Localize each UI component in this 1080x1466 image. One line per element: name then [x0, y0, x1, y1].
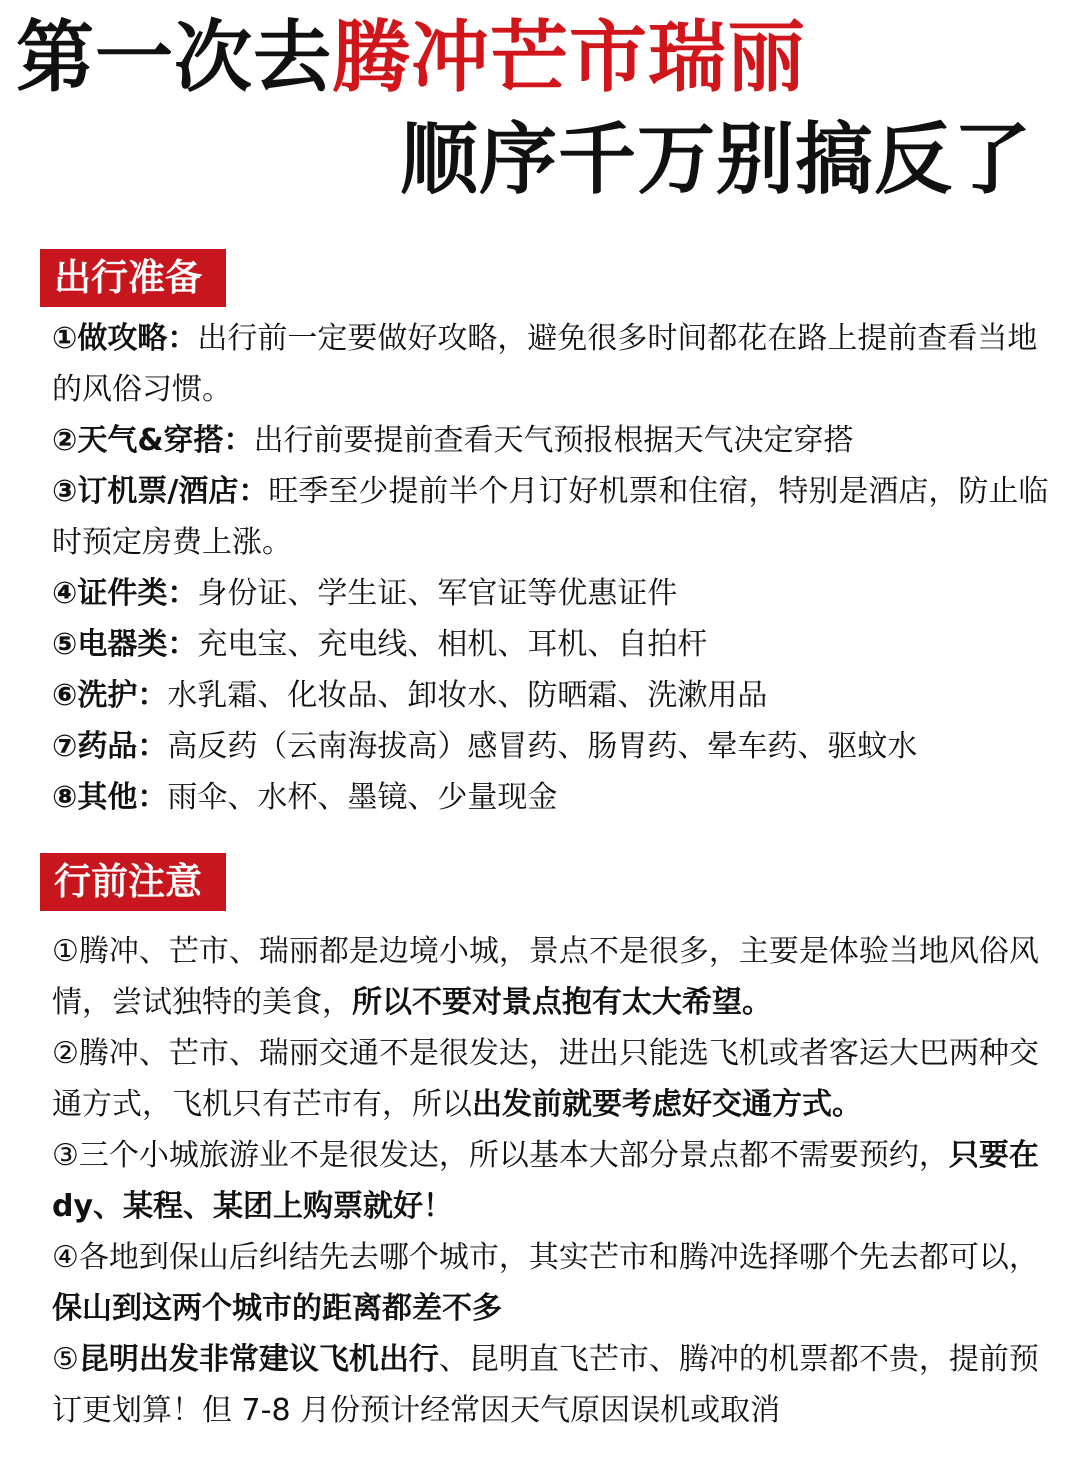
notes-list [52, 926, 1052, 1436]
list-item [52, 721, 1052, 772]
item-label: ⑧其他： [52, 780, 168, 815]
item-text: 水乳霜、化妆品、卸妆水、防晒霜、洗漱用品 [167, 678, 768, 713]
list-item [52, 1130, 1052, 1232]
list-item [52, 772, 1052, 823]
item-label: ③订机票/酒店： [52, 474, 269, 509]
item-label: ⑦药品： [52, 729, 168, 764]
item-emphasis: 保山到这两个城市的距离都差不多 [52, 1291, 502, 1326]
item-emphasis: 出发前就要考虑好交通方式。 [472, 1087, 862, 1122]
section-tag-preparation: 出行准备 [40, 249, 226, 307]
preparation-list [52, 313, 1052, 823]
item-text-after: 、昆明直飞芒市、腾冲的机票都不贵，提前预订更划算！但 7-8 月份预计经常因天气原因误机或取消 [52, 1342, 1039, 1428]
section-tag-notes: 行前注意 [40, 853, 226, 911]
list-item [52, 926, 1052, 1028]
item-text: ①腾冲、芒市、瑞丽都是边境小城，景点不是很多，主要是体验当地风俗风情，尝试独特的美食， [52, 934, 1039, 1020]
item-text: ⑤ [52, 1342, 79, 1377]
item-text: 旺季至少提前半个月订好机票和住宿，特别是酒店，防止临时预定房费上涨。 [52, 474, 1049, 560]
list-item [52, 1028, 1052, 1130]
list-item [52, 670, 1052, 721]
list-item [52, 1232, 1052, 1334]
item-text: ③三个小城旅游业不是很发达，所以基本大部分景点都不需要预约， [52, 1138, 949, 1173]
list-item [52, 313, 1052, 415]
item-text: 高反药（云南海拔高）感冒药、肠胃药、晕车药、驱蚊水 [167, 729, 918, 764]
list-item [52, 1334, 1052, 1436]
item-emphasis: 昆明出发非常建议飞机出行 [78, 1342, 439, 1377]
list-item [52, 619, 1052, 670]
list-item [52, 466, 1052, 568]
item-emphasis: 只要在 dy、某程、某团上购票就好！ [52, 1138, 1039, 1224]
title-black-text: 第一次去 [16, 13, 333, 103]
item-label: ④证件类： [52, 576, 198, 611]
item-text: 雨伞、水杯、墨镜、少量现金 [167, 780, 558, 815]
title-line-1 [16, 14, 806, 104]
item-text: 身份证、学生证、军官证等优惠证件 [197, 576, 678, 611]
item-emphasis: 所以不要对景点抱有太大希望。 [352, 985, 772, 1020]
item-label: ⑥洗护： [52, 678, 168, 713]
item-label: ②天气&穿搭： [52, 423, 254, 458]
item-text: ④各地到保山后纠结先去哪个城市，其实芒市和腾冲选择哪个先去都可以， [52, 1240, 1039, 1275]
item-text: 充电宝、充电线、相机、耳机、自拍杆 [197, 627, 708, 662]
list-item [52, 568, 1052, 619]
title-red-text: 腾冲芒市瑞丽 [332, 13, 807, 103]
item-text: ②腾冲、芒市、瑞丽交通不是很发达，进出只能选飞机或者客运大巴两种交通方式，飞机只有芒市有，所以 [52, 1036, 1039, 1122]
title-line-2: 顺序千万别搞反了 [400, 115, 1033, 205]
item-label: ①做攻略： [52, 321, 198, 356]
item-label: ⑤电器类： [52, 627, 198, 662]
list-item [52, 415, 1052, 466]
item-text: 出行前一定要做好攻略，避免很多时间都花在路上提前查看当地的风俗习惯。 [52, 321, 1038, 407]
item-text: 出行前要提前查看天气预报根据天气决定穿搭 [253, 423, 854, 458]
